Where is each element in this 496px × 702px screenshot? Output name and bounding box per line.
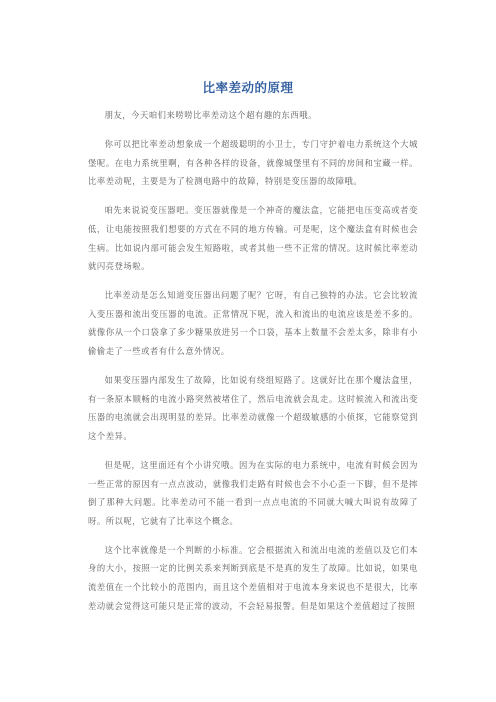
- paragraph-1: 朋友，今天咱们来唠唠比率差动这个超有趣的东西哦。: [104, 110, 317, 120]
- paragraph-5: 如果变压器内部发生了故障，比如说有绕组短路了。这就好比在那个魔法盒里，有一条原本顺畅的电流小路突然被堵住了，然后电流就会乱走。这时候流入和流出变压器的电流就会出现明显的差异。比率差动就像一个超级敏感的小侦探，它能察觉到这个差异。: [88, 375, 418, 441]
- document-title: 比率差动的原理: [202, 80, 294, 95]
- paragraph-7: 这个比率就像是一个判断的小标准。它会根据流入和流出电流的差值以及它们本身的大小，按照一定的比例关系来判断到底是不是真的发生了故障。比如说，如果电流差值在一个比较小的范围内，而且这个差值相对于电流本身来说也不是很大，比率差动就会觉得这可能只是正常的波动，不会轻易报警。但是如果这个差值超过了按照: [88, 544, 418, 611]
- paragraph-3: 咱先来说说变压器吧。变压器就像是一个神奇的魔法盒，它能把电压变高或者变低，让电能按照我们想要的方式在不同的地方传输。可是呢，这个魔法盒有时候也会生病。比如说内部可能会发生短路啦，或者其他一些不正常的情况。这时候比率差动就闪亮登场啦。: [88, 205, 418, 272]
- paragraph-2: 你可以把比率差动想象成一个超级聪明的小卫士，专门守护着电力系统这个大城堡呢。在电力系统里啊，有各种各样的设备，就像城堡里有不同的房间和宝藏一样。比率差动呢，主要是为了检测电路中的故障，特别是变压器的故障哦。: [88, 139, 418, 187]
- document-body: [88, 106, 418, 626]
- paragraph-6: 但是呢，这里面还有个小讲究哦。因为在实际的电力系统中，电流有时候会因为一些正常的原因有一点点波动，就像我们走路有时候也会不小心歪一下脚，但不是摔倒了那种大问题。比率差动可不能一看到一点点电流的不同就大喊大叫说有故障了呀。所以呢，它就有了比率这个概念。: [88, 460, 418, 526]
- paragraph-4: 比率差动是怎么知道变压器出问题了呢？它呀，有自己独特的办法。它会比较流入变压器和流出变压器的电流。正常情况下呢，流入和流出的电流应该是差不多的。就像你从一个口袋拿了多少糖果放进另一个口袋，基本上数量不会差太多，除非有小偷偷走了一些或者有什么意外情况。: [88, 290, 418, 357]
